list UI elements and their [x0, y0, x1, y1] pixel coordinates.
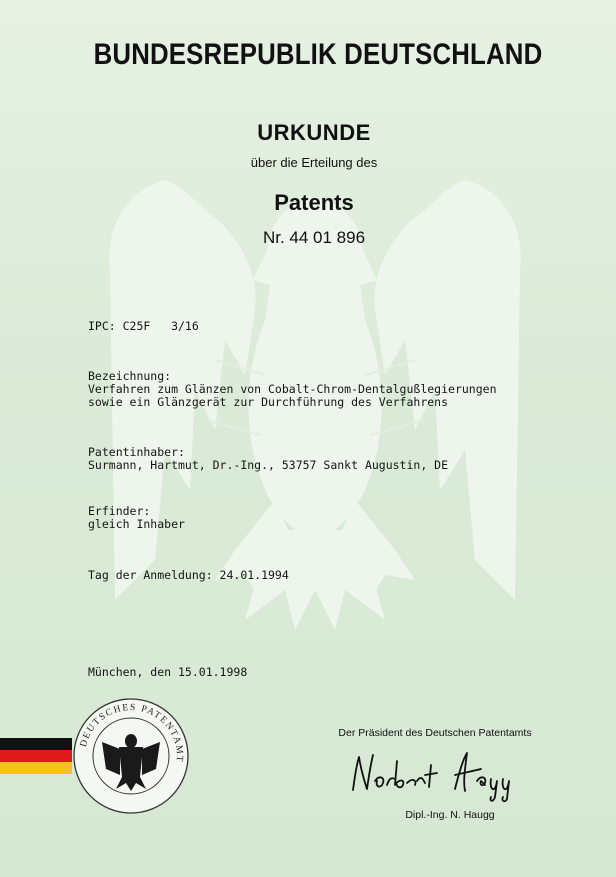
designation-line-1: Verfahren zum Glänzen von Cobalt-Chrom-Dentalgußlegierungen — [88, 382, 497, 396]
patent-number: Nr. 44 01 896 — [262, 228, 366, 247]
ipc-classification: IPC: C25F 3/16 — [88, 319, 199, 333]
inventor-value: gleich Inhaber — [88, 517, 185, 531]
signatory-name: Dipl.-Ing. N. Haugg — [405, 809, 495, 821]
owner-label: Patentinhaber: — [88, 445, 185, 459]
signatory-title: Der Präsident des Deutschen Patentamts — [338, 727, 532, 739]
document-type-heading: URKUNDE — [257, 120, 371, 145]
german-flag-stripe — [0, 738, 72, 774]
owner-value: Surmann, Hartmut, Dr.-Ing., 53757 Sankt Augustin, DE — [88, 458, 449, 472]
designation-line-2: sowie ein Glänzgerät zur Durchführung des Verfahrens — [88, 395, 449, 409]
document-subtitle: über die Erteilung des — [250, 155, 378, 170]
seal-text: DEUTSCHES PATENTAMT — [78, 702, 185, 764]
document-subject-heading: Patents — [274, 190, 354, 215]
patent-office-seal — [72, 697, 190, 815]
filing-date: Tag der Anmeldung: 24.01.1994 — [88, 568, 289, 582]
handwritten-signature — [345, 745, 530, 805]
inventor-label: Erfinder: — [88, 504, 151, 518]
country-heading: BUNDESREPUBLIK DEUTSCHLAND — [93, 38, 543, 71]
designation-label: Bezeichnung: — [88, 369, 172, 383]
place-and-date: München, den 15.01.1998 — [88, 665, 248, 679]
